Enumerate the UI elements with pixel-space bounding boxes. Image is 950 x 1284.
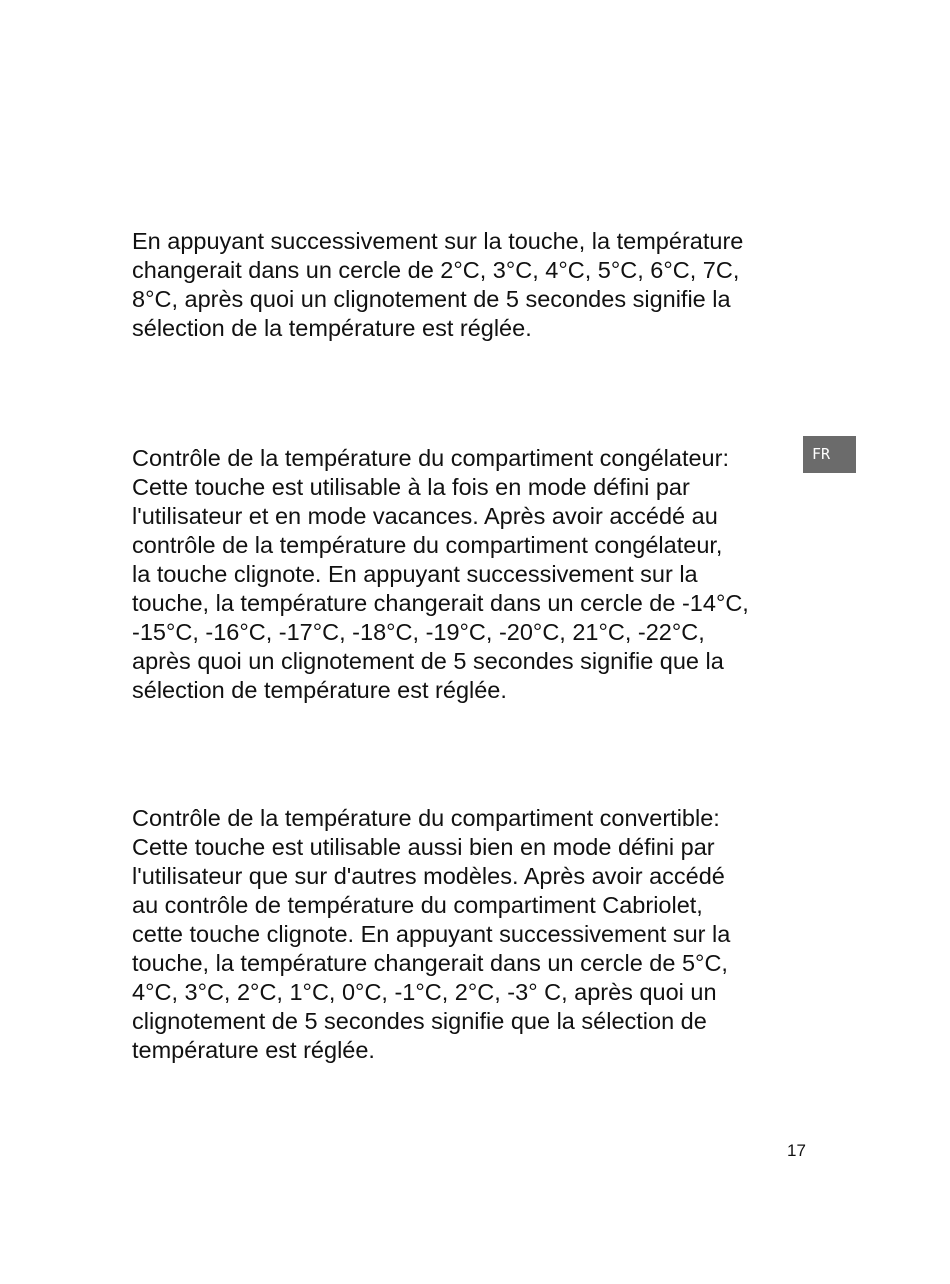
text-line: 4°C, 3°C, 2°C, 1°C, 0°C, -1°C, 2°C, -3° C, après quoi un bbox=[132, 979, 717, 1005]
text-line: En appuyant successivement sur la touche, la température bbox=[132, 228, 744, 254]
paragraph-refrigerator-temperature bbox=[132, 227, 832, 343]
text-line: sélection de la température est réglée. bbox=[132, 315, 532, 341]
text-line: la touche clignote. En appuyant successivement sur la bbox=[132, 561, 698, 587]
text-line: l'utilisateur que sur d'autres modèles. Après avoir accédé bbox=[132, 863, 725, 889]
section-heading-line: Contrôle de la température du compartiment convertible: bbox=[132, 805, 720, 831]
text-line: changerait dans un cercle de 2°C, 3°C, 4°C, 5°C, 6°C, 7C, bbox=[132, 257, 740, 283]
page-number: 17 bbox=[787, 1141, 806, 1160]
text-line: touche, la température changerait dans un cercle de 5°C, bbox=[132, 950, 728, 976]
text-line: l'utilisateur et en mode vacances. Après avoir accédé au bbox=[132, 503, 718, 529]
text-line: touche, la température changerait dans un cercle de -14°C, bbox=[132, 590, 749, 616]
text-line: Cette touche est utilisable aussi bien en mode défini par bbox=[132, 834, 715, 860]
text-line: température est réglée. bbox=[132, 1037, 375, 1063]
paragraph-freezer-temperature-control bbox=[132, 444, 832, 705]
text-line: clignotement de 5 secondes signifie que la sélection de bbox=[132, 1008, 707, 1034]
language-tab-label: FR bbox=[812, 445, 831, 463]
text-line: cette touche clignote. En appuyant successivement sur la bbox=[132, 921, 731, 947]
text-line: Cette touche est utilisable à la fois en mode défini par bbox=[132, 474, 690, 500]
text-line: 8°C, après quoi un clignotement de 5 secondes signifie la bbox=[132, 286, 731, 312]
text-line: -15°C, -16°C, -17°C, -18°C, -19°C, -20°C, 21°C, -22°C, bbox=[132, 619, 705, 645]
text-line: sélection de température est réglée. bbox=[132, 677, 507, 703]
section-heading-line: Contrôle de la température du compartiment congélateur: bbox=[132, 445, 729, 471]
text-line: contrôle de la température du compartiment congélateur, bbox=[132, 532, 723, 558]
paragraph-convertible-temperature-control bbox=[132, 804, 832, 1065]
text-line: après quoi un clignotement de 5 secondes signifie que la bbox=[132, 648, 724, 674]
text-line: au contrôle de température du compartiment Cabriolet, bbox=[132, 892, 703, 918]
